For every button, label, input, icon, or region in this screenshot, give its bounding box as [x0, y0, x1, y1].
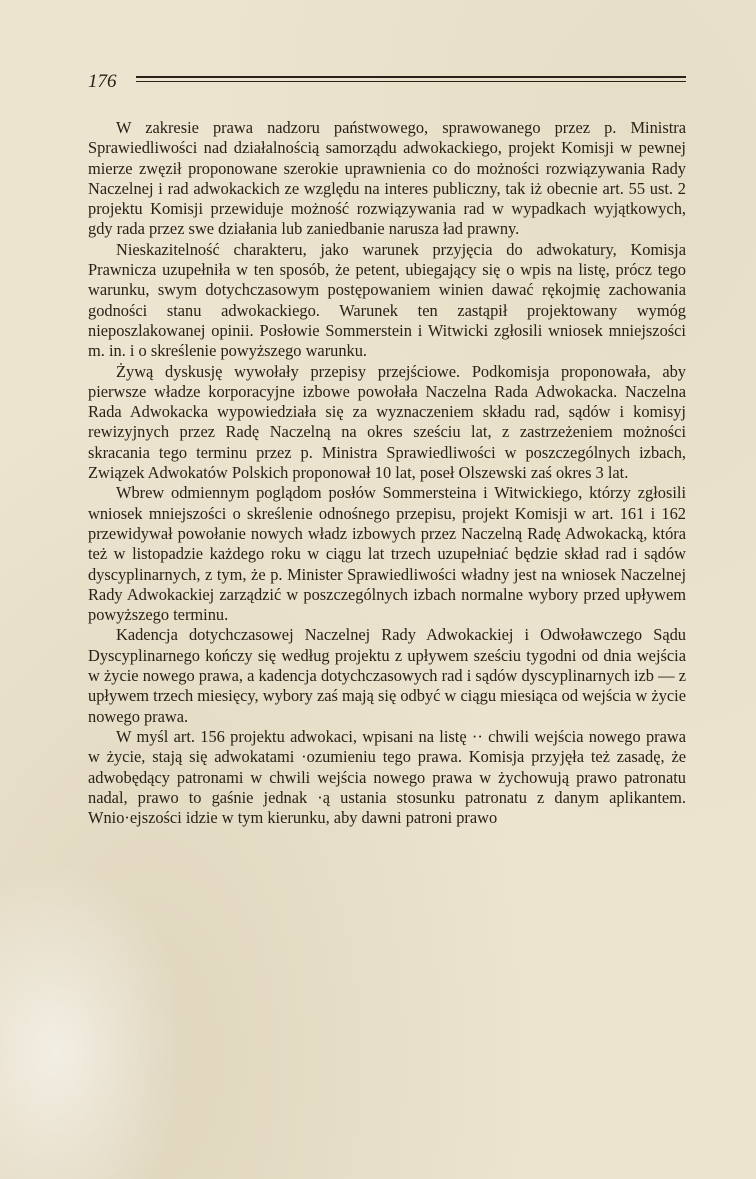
page-number: 176 [88, 71, 117, 92]
paragraph-1: W zakresie prawa nadzoru państwowego, sprawowanego przez p. Ministra Sprawiedliwości nad działalnością samorządu adwokackiego, projekt Komisji w pewnej mierze zwęził proponowane szerokie uprawnienia co do możności rozwiązywania Rady Naczelnej i rad adwokackich ze względu na interes publiczny, tak iż obecnie art. 55 ust. 2 projektu Komisji przewiduje możność rozwiązywania rad w wypadkach wyjątkowych, gdy rada przez swe działania lub zaniedbanie narusza ład prawny. [88, 118, 686, 239]
body-text [88, 118, 686, 828]
header-rule-thick [136, 76, 686, 78]
page-stain [0, 860, 190, 1179]
paragraph-3: Żywą dyskusję wywołały przepisy przejściowe. Podkomisja proponowała, aby pierwsze władze korporacyjne izbowe powołała Naczelna Rada Adwokacka. Naczelna Rada Adwokacka wypowiedziała się za wyznaczeniem składu rad, sądów i komisyj rewizyjnych przez Radę Naczelną na okres sześciu lat, z zastrzeżeniem możności skracania tego terminu przez p. Ministra Sprawiedliwości w poszczególnych izbach, Związek Adwokatów Polskich proponował 10 lat, poseł Olszewski zaś okres 3 lat. [88, 361, 686, 483]
page-header [88, 70, 686, 94]
paragraph-6: W myśl art. 156 projektu adwokaci, wpisani na listę ·· chwili wejścia nowego prawa w życie, stają się adwokatami ·ozumieniu tego prawa. Komisja przyjęła też zasadę, że adwobędący patronami w chwili wejścia nowego prawa w żychowują prawo patronatu nadal, prawo to gaśnie jednak ·ą ustania stosunku patronatu z danym aplikantem. Wnio·ejszości idzie w tym kierunku, aby dawni patroni prawo [88, 726, 686, 828]
paragraph-2: Nieskazitelność charakteru, jako warunek przyjęcia do adwokatury, Komisja Prawnicza uzupełniła w ten sposób, że petent, ubiegający się o wpis na listę, prócz tego warunku, swym dotychczasowym postępowaniem winien dawać rękojmię zachowania godności stanu adwokackiego. Warunek ten zastąpił projektowany wymóg nieposzlakowanej opinii. Posłowie Sommerstein i Witwicki zgłosili wniosek mniejszości m. in. i o skreślenie powyższego warunku. [88, 239, 686, 361]
paragraph-5: Kadencja dotychczasowej Naczelnej Rady Adwokackiej i Odwoławczego Sądu Dyscyplinarnego kończy się według projektu z upływem sześciu tygodni od dnia wejścia w życie nowego prawa, a kadencja dotychczasowych rad i sądów dyscyplinarnych izb — z upływem trzech miesięcy, wybory zaś mają się odbyć w ciągu miesiąca od wejścia w życie nowego prawa. [88, 625, 686, 726]
paragraph-4: Wbrew odmiennym poglądom posłów Sommersteina i Witwickiego, którzy zgłosili wniosek mniejszości o skreślenie odnośnego przepisu, projekt Komisji w art. 161 i 162 przewidywał powołanie nowych władz izbowych przez Naczelną Radę Adwokacką, która też w listopadzie każdego roku w ciągu lat trzech uzupełniać będzie skład rad i sądów dyscyplinarnych, z tym, że p. Minister Sprawiedliwości władny jest na wniosek Naczelnej Rady Adwokackiej zarządzić w poszczególnych izbach normalne wybory przed upływem powyższego terminu. [88, 483, 686, 625]
header-rule-thin [136, 81, 686, 82]
